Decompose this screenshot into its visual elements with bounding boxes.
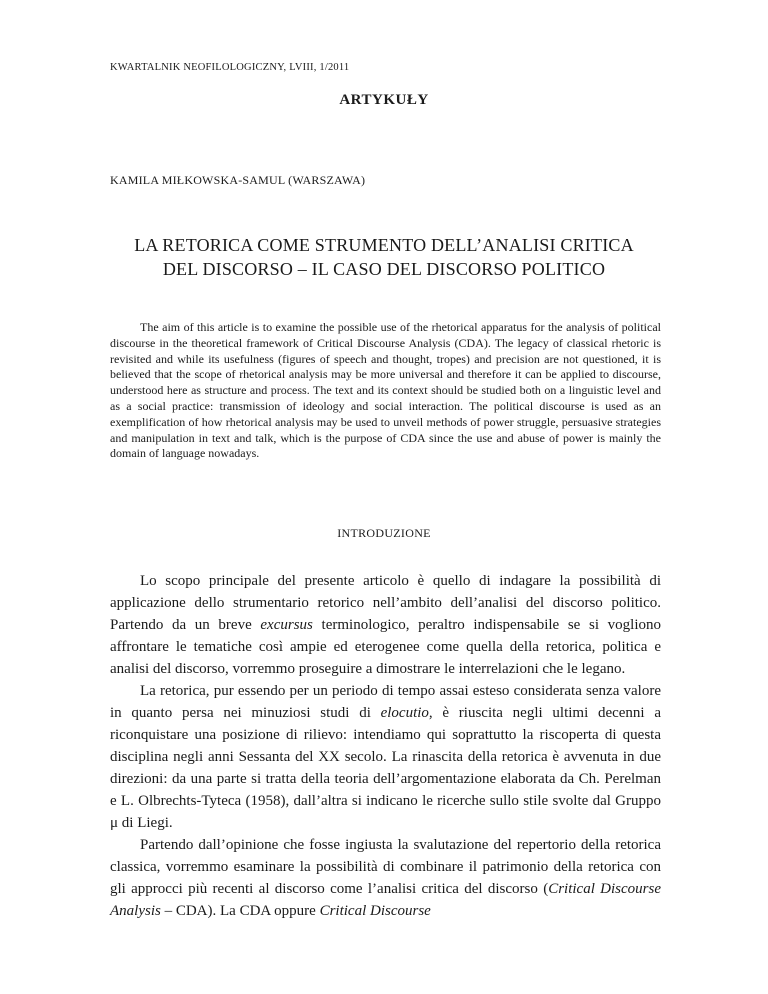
introduction-heading: INTRODUZIONE — [337, 526, 431, 540]
section-heading: ARTYKUŁY — [339, 92, 429, 108]
paragraph-1-text-a: Lo scopo principale del presente articolo è quello di indagare la possibilità di applicazione dello strumentario retorico nell’ambito dell’analisi del discorso politico. Partendo da un breve — [110, 573, 661, 633]
author-line: KAMILA MIŁKOWSKA-SAMUL (WARSZAWA) — [110, 173, 366, 187]
paragraph-2 — [110, 680, 661, 834]
abstract-text: The aim of this article is to examine the possible use of the rhetorical apparatus for the analysis of political discourse in the theoretical framework of Critical Discourse Analysis (CDA). The legacy of classical rhetoric is revisited and while its usefulness (figures of speech and thought, tropes) and precision are not questioned, it is believed that the scope of rhetorical analysis may be more universal and therefore it can be applied to discourse, understood here as structure and process. The text and its context should be studied both on a linguistic level and as a social practice: transmission of ideology and social interaction. The political discourse is used as an exemplification of how rhetorical analysis may be used to unveil methods of power struggle, persuasive strategies and manipulation in text and talk, which is the purpose of CDA since the use and abuse of power is mainly the domain of language nowadays. — [110, 320, 661, 461]
paragraph-1-italic: excursus — [260, 617, 313, 633]
paragraph-3-italic-2: Critical Discourse — [319, 903, 431, 919]
paragraph-3-text-a: Partendo dall’opinione che fosse ingiusta la svalutazione del repertorio della retorica classica, vorremmo esaminare la possibilità di combinare il patrimonio della retorica con gli approcci più recenti al discorso come l’analisi critica del discorso ( — [110, 837, 661, 897]
journal-header: KWARTALNIK NEOFILOLOGICZNY, LVIII, 1/2011 — [110, 62, 350, 73]
article-title — [0, 233, 768, 281]
title-line-1: LA RETORICA COME STRUMENTO DELL’ANALISI CRITICA — [134, 235, 634, 255]
paragraph-3-text-c: – CDA). La CDA oppure — [160, 903, 320, 919]
paragraph-3-italic-1: Critical Discourse Analysis — [110, 881, 661, 919]
paragraph-2-text-c: , è riuscita negli ultimi decenni a riconquistare una posizione di rilievo: intendiamo qui soprattutto la riscoperta di questa disciplina negli anni Sessanta del XX secolo. La rinascita della retorica è avvenuta in due direzioni: da una parte si tratta della teoria dell’argomentazione elaborata da Ch. Perelman e L. Olbrechts-Tyteca (1958), dall’altra si indicano le ricerche sullo stile svolte dal Gruppo μ di Liegi. — [110, 705, 661, 831]
paragraph-2-text-a: La retorica, pur essendo per un periodo di tempo assai esteso considerata senza valore in quanto persa nei minuziosi studi di — [110, 683, 661, 721]
paragraph-2-italic: elocutio — [380, 705, 429, 721]
paragraph-3 — [110, 834, 661, 922]
paragraph-1-text-c: terminologico, peraltro indispensabile se si vogliono affrontare le tematiche così ampie ed eterogenee come quella della retorica, politica e analisi del discorso, vorremmo proseguire a dimostrare le interrelazioni che le legano. — [110, 617, 661, 677]
abstract — [110, 320, 661, 462]
paragraph-1 — [110, 570, 661, 680]
title-line-2: DEL DISCORSO – IL CASO DEL DISCORSO POLITICO — [162, 259, 606, 279]
body-text — [110, 570, 661, 922]
